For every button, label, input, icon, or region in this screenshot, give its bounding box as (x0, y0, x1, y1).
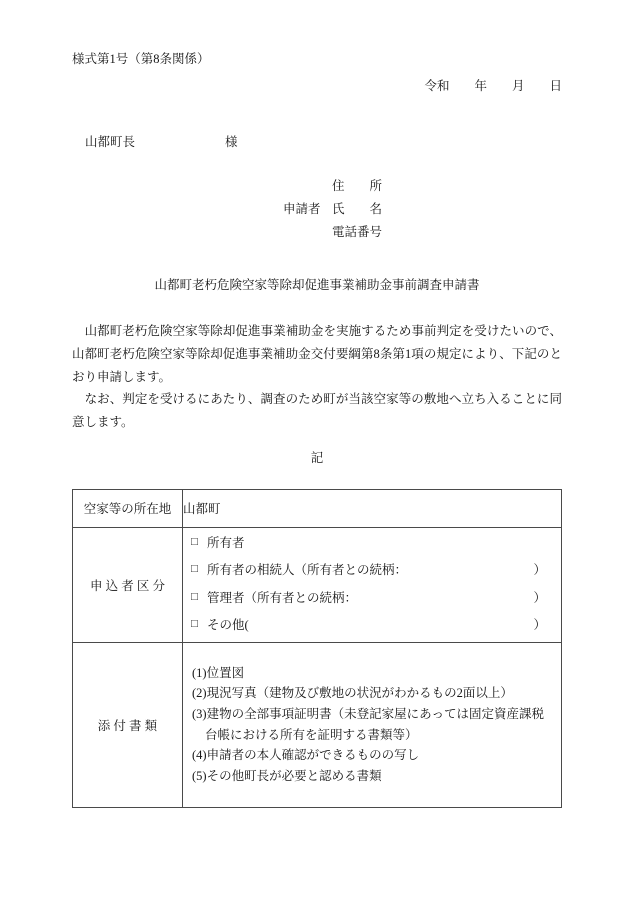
closing-paren: ） (533, 590, 546, 605)
attachments-header-cell: 添 付 書 類 (73, 642, 183, 807)
date-line: 令和 年 月 日 (424, 79, 562, 93)
applicant-name-row (283, 198, 562, 221)
checkbox-label: 管理者（所有者との続柄： (206, 590, 357, 605)
attachment-item-5: (5)その他町長が必要と認める書類 (192, 768, 382, 783)
applicant-phone-row (283, 221, 562, 244)
checkbox-label: 所有者 (206, 535, 245, 550)
addressee-name: 山都町長 (85, 135, 136, 149)
applicant-name-label: 氏 名 (332, 202, 383, 216)
category-checkbox-group (183, 528, 561, 642)
checkbox-label: その他( (206, 618, 249, 633)
checkbox-option-manager (183, 585, 561, 612)
document-title: 山都町老朽危険空家等除却促進事業補助金事前調査申請書 (154, 278, 480, 292)
checkbox-label: 所有者の相続人（所有者との続柄： (206, 563, 407, 578)
form-number: 様式第1号（第8条関係） (72, 52, 210, 66)
checkbox-option-other (183, 612, 561, 639)
record-marker: 記 (310, 450, 324, 465)
attachment-item-2: (2)現況写真（建物及び敷地の状況がわかるもの2面以上） (192, 686, 513, 701)
applicant-label-spacer (283, 175, 332, 198)
checkbox-icon[interactable]: □ (191, 618, 198, 631)
applicant-address-label: 住 所 (332, 179, 383, 193)
category-value-cell (183, 527, 562, 642)
attachment-item-1: (1)位置図 (192, 665, 245, 680)
applicant-label-spacer (283, 221, 332, 244)
body-paragraph-2: なお、判定を受けるにあたり、調査のため町が当該空家等の敷地へ立ち入ることに同意します。 (72, 392, 562, 430)
closing-paren: ） (533, 618, 546, 633)
applicant-label: 申請者 (283, 202, 321, 216)
checkbox-icon[interactable]: □ (191, 563, 198, 576)
attachments-list (183, 663, 561, 787)
table-row-attachments (73, 642, 562, 807)
checkbox-icon[interactable]: □ (191, 590, 198, 603)
applicant-phone-label: 電話番号 (332, 225, 383, 239)
attachment-item-3: (3)建物の全部事項証明書（未登記家屋にあっては固定資産課税台帳における所有を証明する書類等） (192, 707, 544, 742)
body-paragraph-1: 山都町老朽危険空家等除却促進事業補助金を実施するため事前判定を受けたいので、山都町老朽危険空家等除却促進事業補助金交付要綱第8条第1項の規定により、下記のとおり申請します。 (72, 324, 562, 384)
applicant-block (283, 175, 562, 244)
table-row-category (73, 527, 562, 642)
location-header-cell: 空家等の所在地 (73, 489, 183, 527)
category-header-cell: 申 込 者 区 分 (73, 527, 183, 642)
location-value-cell: 山都町 (183, 489, 562, 527)
addressee-line (72, 133, 562, 151)
closing-paren: ） (533, 563, 546, 578)
application-table (72, 489, 562, 808)
checkbox-option-owner (183, 530, 561, 557)
checkbox-icon[interactable]: □ (191, 535, 198, 548)
table-row-location (73, 489, 562, 527)
addressee-honorific: 様 (225, 135, 238, 149)
attachment-item-4: (4)申請者の本人確認ができるものの写し (192, 748, 420, 763)
attachments-value-cell (183, 642, 562, 807)
body-text (72, 320, 562, 434)
applicant-address-row (283, 175, 562, 198)
checkbox-option-heir (183, 557, 561, 584)
